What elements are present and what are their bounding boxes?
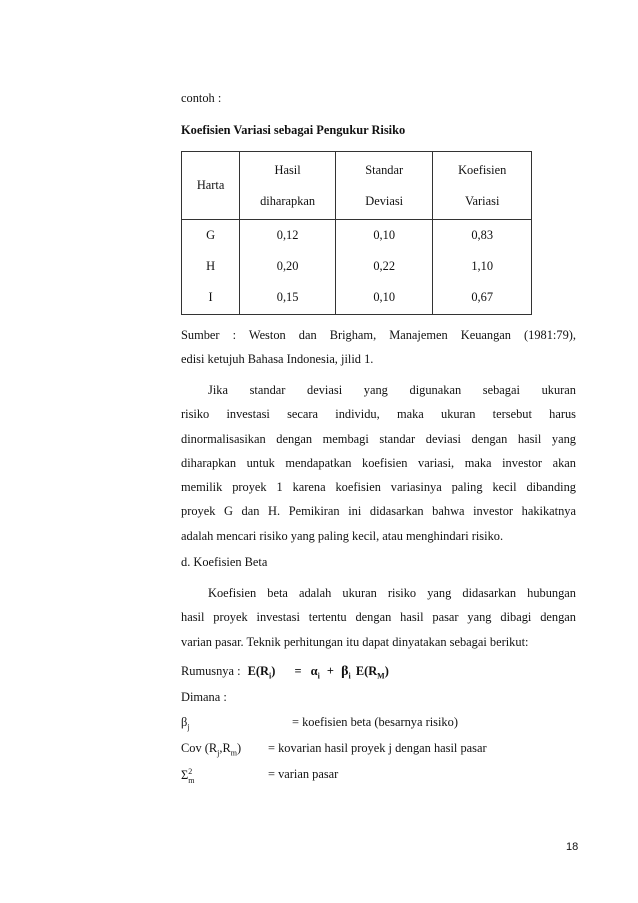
header-harta <box>182 152 240 220</box>
definition-cov-text: = kovarian hasil proyek j dengan hasil pasar <box>268 741 487 755</box>
dimana-label: Dimana : <box>181 690 227 704</box>
header-standar <box>336 152 433 220</box>
paragraph-1-line: memilik proyek 1 karena koefisien variasinya paling kecil dibanding <box>181 480 576 495</box>
column-harta <box>182 220 240 315</box>
header-koefisien-line2: Variasi <box>464 194 500 208</box>
table-cell: 0,22 <box>373 259 396 273</box>
table-cell: 0,10 <box>373 228 396 242</box>
formula-lhs: $E(R_i)$ <box>247 664 276 681</box>
paragraph-1-line: diharapkan untuk mendapatkan koefisien variasi, maka investor akan <box>181 455 576 470</box>
table-cell: I <box>208 290 213 304</box>
column-standar <box>336 220 433 315</box>
paragraph-1 <box>181 378 576 548</box>
header-standar-line2: Deviasi <box>365 194 404 208</box>
table-header-row <box>182 152 532 220</box>
table-cell: 0,12 <box>276 228 299 242</box>
formula-alpha: $\alpha_i$ <box>310 664 320 681</box>
header-hasil-line1: Hasil <box>274 162 301 177</box>
header-koefisien <box>433 152 532 220</box>
page-number: 18 <box>566 841 579 853</box>
table-cell: 0,67 <box>471 290 494 304</box>
paragraph-1-line: proyek G dan H. Pemikiran ini didasarkan bahwa investor hakikatnya <box>181 504 576 519</box>
table-cell: 0,20 <box>276 259 299 273</box>
formula-equals: = <box>294 664 302 678</box>
column-koefisien <box>433 220 532 315</box>
table-cell: 1,10 <box>471 259 494 273</box>
paragraph-2-line: varian pasar. Teknik perhitungan itu dapat dinyatakan sebagai berikut: <box>181 634 529 649</box>
formula-plus: + <box>326 664 334 678</box>
paragraph-2-line: Koefisien beta adalah ukuran risiko yang didasarkan hubungan <box>208 586 576 600</box>
table-cell: 0,15 <box>276 290 299 304</box>
definition-beta-text: = koefisien beta (besarnya risiko) <box>292 715 458 729</box>
paragraph-1-line: Jika standar deviasi yang digunakan sebagai ukuran <box>208 383 576 397</box>
header-harta-label: Harta <box>196 178 225 192</box>
header-hasil <box>240 152 336 220</box>
definition-sigma-text: = varian pasar <box>268 767 339 781</box>
formula-rhs: $E(R_M)$ <box>355 664 389 681</box>
formula-label: Rumusnya : <box>181 664 241 678</box>
definition-sigma-symbol: $\Sigma^2_m$ <box>181 767 195 785</box>
header-standar-line1: Standar <box>365 162 404 177</box>
source-note <box>181 323 576 372</box>
header-hasil-line2: diharapkan <box>260 194 316 208</box>
paragraph-2 <box>181 581 576 654</box>
formula-beta: $\beta_i$ <box>341 664 351 681</box>
paragraph-1-line: dinormalisasikan dengan membagi standar deviasi dengan hasil yang <box>181 431 576 446</box>
paragraph-2-line: hasil proyek investasi tertentu dengan hasil pasar yang dibagi dengan <box>181 610 576 625</box>
table-cell: 0,83 <box>471 228 494 242</box>
definition-cov-symbol: Cov $(R_j,R_m)$ <box>181 741 242 758</box>
intro-text: contoh : <box>181 91 222 105</box>
header-koefisien-line1: Koefisien <box>458 162 507 177</box>
paragraph-1-line: risiko investasi secara individu, maka ukuran tersebut harus <box>181 407 576 422</box>
table-body-row <box>182 220 532 315</box>
formula <box>181 664 389 680</box>
variation-coefficient-table <box>181 151 532 315</box>
definition-beta-symbol: $\beta_j$ <box>181 715 190 732</box>
column-hasil <box>240 220 336 315</box>
table-cell: H <box>206 259 216 273</box>
source-line-1: Sumber : Weston dan Brigham, Manajemen Keuangan (1981:79), <box>181 328 576 342</box>
table-title: Koefisien Variasi sebagai Pengukur Risiko <box>181 123 406 137</box>
section-heading: d. Koefisien Beta <box>181 555 268 569</box>
source-line-2: edisi ketujuh Bahasa Indonesia, jilid 1. <box>181 352 374 367</box>
table-cell: 0,10 <box>373 290 396 304</box>
table-cell: G <box>206 228 216 242</box>
paragraph-1-line: adalah mencari risiko yang paling kecil, atau menghindari risiko. <box>181 528 504 543</box>
